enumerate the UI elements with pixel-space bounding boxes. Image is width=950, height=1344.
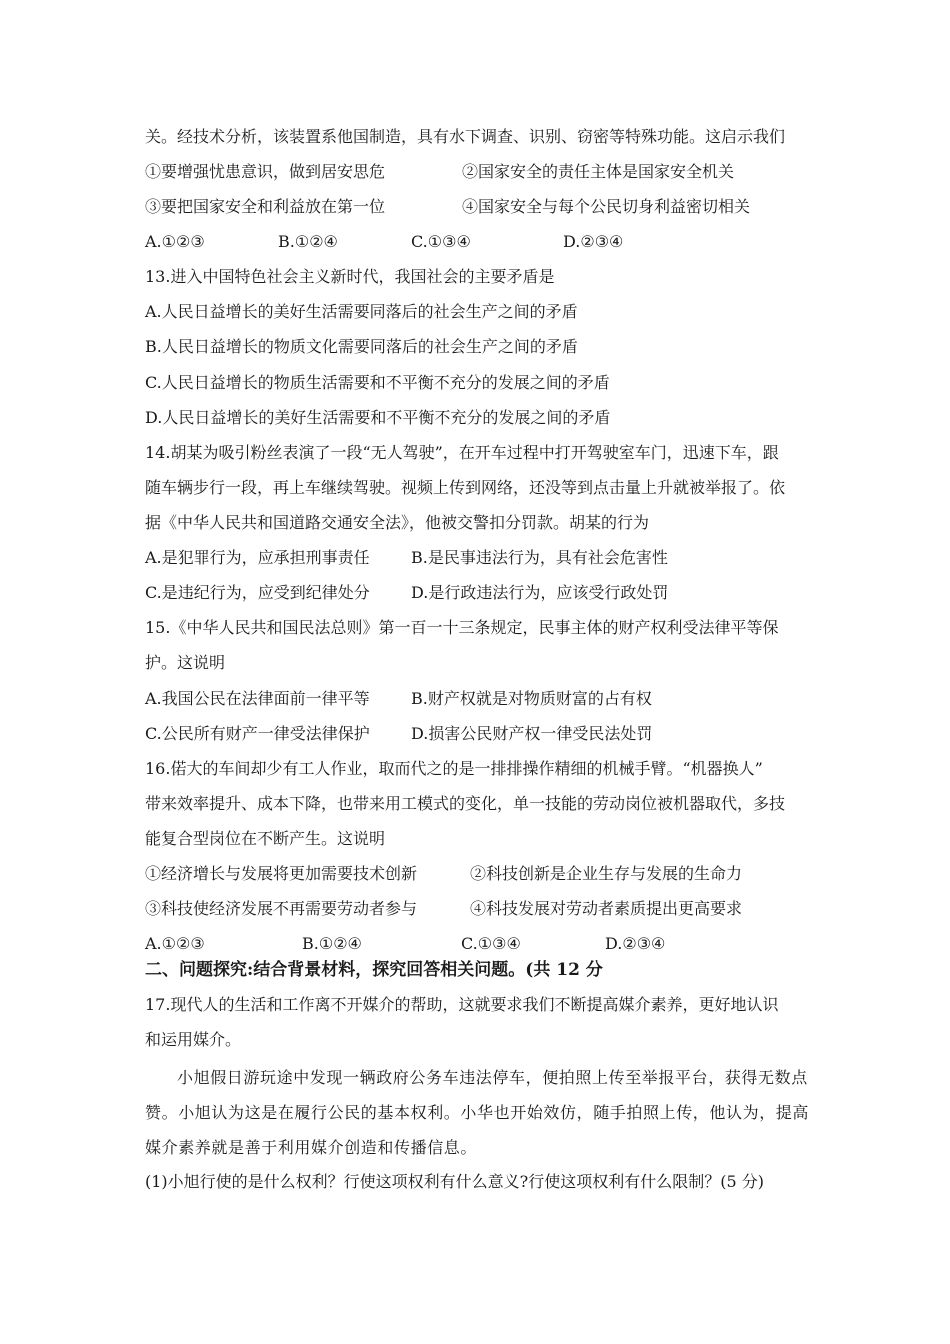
q16-option-d: D.②③④ <box>605 934 666 953</box>
q12-statement-1: ①要增强忧患意识，做到居安思危 <box>145 162 386 181</box>
q16-statement-2: ②科技创新是企业生存与发展的生命力 <box>470 864 743 883</box>
q12-option-d: D.②③④ <box>563 232 624 251</box>
q14-option-b: B.是民事违法行为，具有社会危害性 <box>411 548 668 567</box>
q15-option-b: B.财产权就是对物质财富的占有权 <box>411 689 652 708</box>
q12-option-a: A.①②③ <box>145 232 205 251</box>
q13-option-a: A.人民日益增长的美好生活需要同落后的社会生产之间的矛盾 <box>145 302 578 321</box>
q13-option-d: D.人民日益增长的美好生活需要和不平衡不充分的发展之间的矛盾 <box>145 408 611 427</box>
q14-stem-line-3: 据《中华人民共和国道路交通安全法》，他被交警扣分罚款。胡某的行为 <box>145 513 650 532</box>
q16-statement-1: ①经济增长与发展将更加需要技术创新 <box>145 864 418 883</box>
q12-statement-3: ③要把国家安全和利益放在第一位 <box>145 197 386 216</box>
q17-stem-line-1: 17.现代人的生活和工作离不开媒介的帮助，这就要求我们不断提高媒介素养，更好地认识 <box>145 995 779 1014</box>
q13-stem: 13.进入中国特色社会主义新时代，我国社会的主要矛盾是 <box>145 267 555 286</box>
q16-statement-4: ④科技发展对劳动者素质提出更高要求 <box>470 899 743 918</box>
q14-option-d: D.是行政违法行为，应该受行政处罚 <box>411 583 669 602</box>
q15-option-d: D.损害公民财产权一律受民法处罚 <box>411 724 653 743</box>
q16-option-a: A.①②③ <box>145 934 205 953</box>
q12-stem-tail: 关。经技术分析，该装置系他国制造，具有水下调查、识别、窃密等特殊功能。这启示我们 <box>145 127 786 146</box>
q15-stem-line-2: 护。这说明 <box>145 653 226 672</box>
q16-option-c: C.①③④ <box>461 934 521 953</box>
q16-stem-line-2: 带来效率提升、成本下降，也带来用工模式的变化，单一技能的劳动岗位被机器取代，多技 <box>145 794 786 813</box>
section-2-heading: 二、问题探究:结合背景材料，探究回答相关问题。(共 12 分 <box>145 960 603 980</box>
q15-stem-line-1: 15.《中华人民共和国民法总则》第一百一十三条规定，民事主体的财产权利受法律平等保 <box>145 618 779 637</box>
q16-stem-line-3: 能复合型岗位在不断产生。这说明 <box>145 829 386 848</box>
q12-option-b: B.①②④ <box>278 232 338 251</box>
q17-material-line-1: 小旭假日游玩途中发现一辆政府公务车违法停车，便拍照上传至举报平台，获得无数点 <box>177 1068 808 1087</box>
q14-option-c: C.是违纪行为，应受到纪律处分 <box>145 583 370 602</box>
q14-option-a: A.是犯罪行为，应承担刑事责任 <box>145 548 370 567</box>
q12-option-c: C.①③④ <box>411 232 471 251</box>
q12-statement-2: ②国家安全的责任主体是国家安全机关 <box>462 162 735 181</box>
q15-option-c: C.公民所有财产一律受法律保护 <box>145 724 370 743</box>
q17-stem-line-2: 和运用媒介。 <box>145 1030 242 1049</box>
q17-subquestion-1: (1)小旭行使的是什么权利？行使这项权利有什么意义?行使这项权利有什么限制？(5 分) <box>145 1172 764 1191</box>
q16-stem-line-1: 16.偌大的车间却少有工人作业，取而代之的是一排排操作精细的机械手臂。“机器换人” <box>145 759 763 778</box>
q12-statement-4: ④国家安全与每个公民切身利益密切相关 <box>462 197 751 216</box>
q17-material-line-2: 赞。小旭认为这是在履行公民的基本权利。小华也开始效仿，随手拍照上传，他认为，提高 <box>145 1103 810 1122</box>
q16-statement-3: ③科技使经济发展不再需要劳动者参与 <box>145 899 418 918</box>
q13-option-b: B.人民日益增长的物质文化需要同落后的社会生产之间的矛盾 <box>145 337 578 356</box>
q13-option-c: C.人民日益增长的物质生活需要和不平衡不充分的发展之间的矛盾 <box>145 373 610 392</box>
q14-stem-line-2: 随车辆步行一段，再上车继续驾驶。视频上传到网络，还没等到点击量上升就被举报了。依 <box>145 478 786 497</box>
q14-stem-line-1: 14.胡某为吸引粉丝表演了一段“无人驾驶”，在开车过程中打开驾驶室车门，迅速下车，跟 <box>145 443 779 462</box>
q15-option-a: A.我国公民在法律面前一律平等 <box>145 689 370 708</box>
q16-option-b: B.①②④ <box>302 934 362 953</box>
q17-material-line-3: 媒介素养就是善于利用媒介创造和传播信息。 <box>145 1138 478 1157</box>
